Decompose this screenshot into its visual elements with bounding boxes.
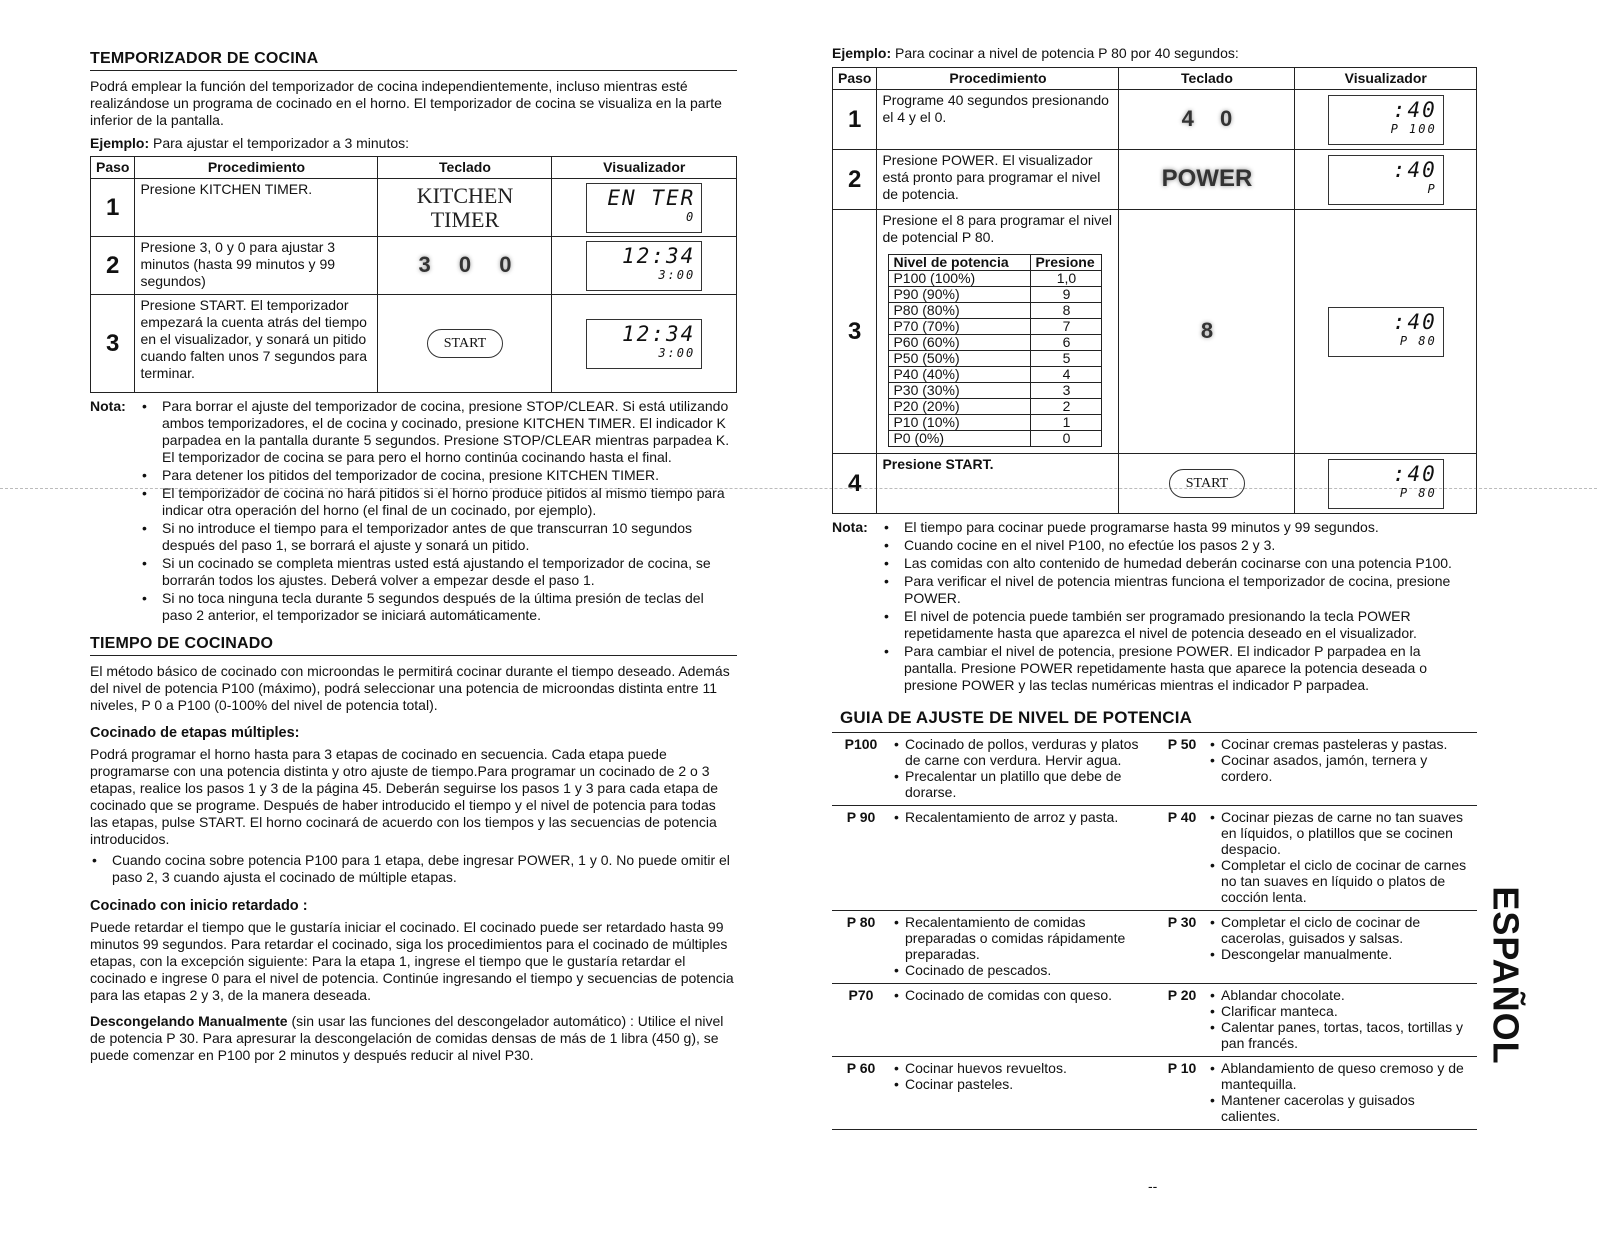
level-name: P0 (0%) bbox=[889, 431, 1031, 447]
start-key bbox=[1119, 454, 1295, 514]
left-column bbox=[90, 0, 737, 1068]
cooking-intro: El método básico de cocinado con microondas le permitirá cocinar durante el tiempo deseado. Además del nivel de potencia P100 (máximo), podrá seleccionar una potencia de microondas distinta entre 11 niveles, P 0 a P100 (0-100% del nivel de potencia total). bbox=[90, 663, 730, 713]
note-label: Nota: bbox=[90, 398, 126, 414]
uses-list bbox=[893, 736, 1155, 800]
level-key: 3 bbox=[1031, 383, 1102, 399]
note-item: • Cuando cocine en el nivel P100, no efectúe los pasos 2 y 3. bbox=[882, 537, 1477, 554]
display-cell bbox=[552, 179, 737, 237]
power-guide-table bbox=[832, 732, 1477, 1130]
timer-intro: Podrá emplear la función del temporizador de cocina independientemente, incluso mientras esté realizándose un programa de cocinado en el horno. El temporizador de cocina se visualiza en la parte inferior de la pantalla. bbox=[90, 78, 722, 128]
col-header-step: Paso bbox=[91, 157, 135, 179]
uses-list bbox=[893, 914, 1155, 978]
guide-level: P 80 bbox=[846, 914, 876, 930]
step-procedure: Programe 40 segundos presionando el 4 y el 0. bbox=[877, 90, 1119, 150]
level-row bbox=[889, 335, 1102, 351]
level-name: P90 (90%) bbox=[889, 287, 1031, 303]
delay-text: Puede retardar el tiempo que le gustaría iniciar el cocinado. El cocinado puede ser retardado hasta 99 minutos 99 segundos. Para retardar el cocinado, siga los procedimientos para el cocinado de múltiples etapas, con la excepción siguiente: Para la etapa 1, ingrese el tiempo que le gustaría retardar el cocinado e ingrese 0 para el nivel de potencia. Continúe ingresando el tiempo y secuencias de potencia para las etapas 2 y 3, de la manera deseada. bbox=[90, 919, 734, 1003]
use-item: • Cocinar pasteles. bbox=[893, 1076, 1155, 1092]
level-name: P20 (20%) bbox=[889, 399, 1031, 415]
level-key: 0 bbox=[1031, 431, 1102, 447]
lcd-display bbox=[1328, 95, 1444, 145]
table-row bbox=[833, 454, 1477, 514]
step-procedure: Presione KITCHEN TIMER. bbox=[135, 179, 378, 237]
guide-uses bbox=[1206, 1057, 1477, 1130]
uses-list bbox=[1209, 987, 1474, 1051]
lcd-line2: 0 bbox=[686, 209, 696, 224]
key-label: 4 0 bbox=[1181, 105, 1233, 131]
guide-uses bbox=[890, 984, 1158, 1057]
col-header-keypad: Teclado bbox=[378, 157, 552, 179]
level-key: 1,0 bbox=[1031, 271, 1102, 287]
use-item: • Completar el ciclo de cocinar de cacerolas, guisados y salsas. bbox=[1209, 914, 1474, 946]
table-row bbox=[833, 90, 1477, 150]
step-number: 4 bbox=[833, 454, 877, 514]
lcd-line1: 12:34 bbox=[622, 243, 696, 268]
timer-section-title: TEMPORIZADOR DE COCINA bbox=[90, 50, 737, 71]
step-procedure-text: Presione el 8 para programar el nivel de potencial P 80. bbox=[882, 212, 1113, 245]
level-key: 5 bbox=[1031, 351, 1102, 367]
col-header-keypad: Teclado bbox=[1119, 68, 1295, 90]
use-item: • Ablandamiento de queso cremoso y de mantequilla. bbox=[1209, 1060, 1474, 1092]
example-text: Para ajustar el temporizador a 3 minutos: bbox=[153, 135, 410, 151]
level-name: P10 (10%) bbox=[889, 415, 1031, 431]
key-label: 3 0 0 bbox=[418, 251, 512, 277]
guide-level: P 30 bbox=[1167, 914, 1197, 930]
note-item: • Si no toca ninguna tecla durante 5 segundos después de la última presión de teclas del paso 2 anterior, el temporizador se iniciará automáticamente. bbox=[140, 590, 737, 624]
lcd-line2: P bbox=[1427, 181, 1437, 196]
guide-uses bbox=[1206, 733, 1477, 806]
guide-level: P 60 bbox=[846, 1060, 876, 1076]
lcd-display bbox=[586, 183, 702, 233]
uses-list bbox=[1209, 736, 1474, 784]
uses-list bbox=[893, 1060, 1155, 1092]
guide-uses bbox=[1206, 911, 1477, 984]
lcd-display bbox=[1328, 459, 1444, 509]
guide-title: GUIA DE AJUSTE DE NIVEL DE POTENCIA bbox=[840, 708, 1193, 727]
display-cell bbox=[552, 237, 737, 295]
level-name: P60 (60%) bbox=[889, 335, 1031, 351]
uses-list bbox=[893, 987, 1155, 1003]
guide-level: P 90 bbox=[846, 809, 876, 825]
guide-uses bbox=[890, 806, 1158, 911]
step-procedure: Presione 3, 0 y 0 para ajustar 3 minutos (hasta 99 minutos y 99 segundos) bbox=[135, 237, 378, 295]
timer-example bbox=[90, 135, 737, 152]
note-item: • Para cambiar el nivel de potencia, presione POWER. El indicador P parpadea en la pantalla. Presione POWER repetidamente hasta que aparece la potencia deseada o presione POWER y las teclas numéricas mientras el indicador P parpadea. bbox=[882, 643, 1477, 694]
note-item: • Si un cocinado se completa mientras usted está ajustando el temporizador de cocina, se borrarán todos los ajustes. Deberá volver a empezar desde el paso 1. bbox=[140, 555, 737, 589]
guide-uses bbox=[890, 911, 1158, 984]
note-item: • Para borrar el ajuste del temporizador de cocina, presione STOP/CLEAR. Si está utilizando ambos temporizadores, el de cocina y cocinado, presione KITCHEN TIMER. El indicador K parpadea en la pantalla durante 5 segundos. Presione STOP/CLEAR mientras parpadea K. El temporizador de cocina se para pero el horno continúa cocinando hasta el final. bbox=[140, 398, 737, 466]
level-key: 1 bbox=[1031, 415, 1102, 431]
level-row bbox=[889, 415, 1102, 431]
note-item: • Para verificar el nivel de potencia mientras funciona el temporizador de cocina, presione POWER. bbox=[882, 573, 1477, 607]
step-number: 2 bbox=[833, 150, 877, 210]
level-key: 8 bbox=[1031, 303, 1102, 319]
step-number: 3 bbox=[833, 210, 877, 454]
note-item: • El temporizador de cocina no hará pitidos si el horno produce pitidos al mismo tiempo para indicar otra operación del horno (el final de un cocinado, por ejemplo). bbox=[140, 485, 737, 519]
key-label: KITCHEN TIMER bbox=[416, 182, 514, 232]
start-key bbox=[378, 295, 552, 393]
level-key: 4 bbox=[1031, 367, 1102, 383]
col-header-display: Visualizador bbox=[552, 157, 737, 179]
step-procedure: Presione POWER. El visualizador está pronto para programar el nivel de potencia. bbox=[877, 150, 1119, 210]
step-procedure: Presione START. bbox=[877, 454, 1119, 514]
uses-list bbox=[1209, 1060, 1474, 1124]
use-item: • Calentar panes, tortas, tacos, tortillas y pan francés. bbox=[1209, 1019, 1474, 1051]
level-key: 9 bbox=[1031, 287, 1102, 303]
level-row bbox=[889, 271, 1102, 287]
example-label: Ejemplo: bbox=[90, 135, 150, 151]
kitchen-timer-key bbox=[378, 179, 552, 237]
col-header-procedure: Procedimiento bbox=[877, 68, 1119, 90]
uses-list bbox=[1209, 809, 1474, 905]
display-cell bbox=[1295, 150, 1477, 210]
language-label: ESPAÑOL bbox=[1485, 886, 1527, 1065]
lcd-line1: :40 bbox=[1392, 157, 1437, 182]
level-header: Nivel de potencia bbox=[889, 255, 1031, 271]
note-item: • El nivel de potencia puede también ser programado presionando la tecla POWER repetidamente hasta que aparezca el nivel de potencia deseado en el visualizador. bbox=[882, 608, 1477, 642]
guide-row bbox=[832, 733, 1477, 806]
right-column bbox=[832, 0, 1477, 1130]
lcd-line2: P 80 bbox=[1399, 485, 1437, 500]
key-label: START bbox=[427, 329, 503, 358]
bullet-item: • Cuando cocina sobre potencia P100 para 1 etapa, debe ingresar POWER, 1 y 0. No puede omitir el paso 2, 3 cuando ajusta el cocinado de múltiple etapas. bbox=[90, 852, 737, 886]
timer-notes bbox=[90, 398, 737, 625]
col-header-display: Visualizador bbox=[1295, 68, 1477, 90]
level-row bbox=[889, 303, 1102, 319]
guide-uses bbox=[1206, 984, 1477, 1057]
use-item: • Mantener cacerolas y guisados calientes. bbox=[1209, 1092, 1474, 1124]
key-label: 8 bbox=[1200, 317, 1214, 343]
step-procedure: Presione START. El temporizador empezará la cuenta atrás del tiempo en el visualizador, y sonará un pitido cuando falten unos 7 segundos para terminar. bbox=[135, 295, 378, 393]
lcd-display bbox=[586, 241, 702, 291]
lcd-line2: 3:00 bbox=[658, 267, 696, 282]
power-notes bbox=[832, 519, 1477, 695]
table-row bbox=[833, 210, 1477, 454]
lcd-line1: EN TER bbox=[607, 185, 696, 210]
guide-level: P100 bbox=[844, 736, 878, 752]
guide-level: P 40 bbox=[1167, 809, 1197, 825]
guide-uses bbox=[890, 733, 1158, 806]
step-number: 1 bbox=[91, 179, 135, 237]
lcd-line2: P 100 bbox=[1390, 121, 1437, 136]
table-row bbox=[833, 150, 1477, 210]
guide-level: P 50 bbox=[1167, 736, 1197, 752]
use-item: • Cocinado de comidas con queso. bbox=[893, 987, 1155, 1003]
level-name: P70 (70%) bbox=[889, 319, 1031, 335]
level-key: 2 bbox=[1031, 399, 1102, 415]
use-item: • Cocinar piezas de carne no tan suaves en líquidos, o platillos que se cocinen despacio. bbox=[1209, 809, 1474, 857]
level-name: P40 (40%) bbox=[889, 367, 1031, 383]
level-row bbox=[889, 383, 1102, 399]
guide-uses bbox=[1206, 806, 1477, 911]
guide-level: P 20 bbox=[1167, 987, 1197, 1003]
defrost-paragraph bbox=[90, 1013, 737, 1064]
lcd-display bbox=[1328, 307, 1444, 357]
use-item: • Descongelar manualmente. bbox=[1209, 946, 1474, 962]
step-number: 1 bbox=[833, 90, 877, 150]
uses-list bbox=[893, 809, 1155, 825]
level-row bbox=[889, 351, 1102, 367]
use-item: • Precalentar un platillo que debe de dorarse. bbox=[893, 768, 1155, 800]
level-name: P50 (50%) bbox=[889, 351, 1031, 367]
level-name: P100 (100%) bbox=[889, 271, 1031, 287]
key-label: POWER bbox=[1161, 164, 1253, 192]
guide-row bbox=[832, 1057, 1477, 1130]
multi-stage-text: Podrá programar el horno hasta para 3 etapas de cocinado en secuencia. Cada etapa puede programarse con una potencia distinta y otro ajuste de tiempo.Para programar un cocinado de 2 o 3 etapas, realice los pasos 1 y 3 de la página 45. Deberán seguirse los pasos 1 y 3 para cada etapa de cocinado que se programe. Después de haber introducido el tiempo y el nivel de potencia para todas las etapas, pulse START. El horno cocinará de acuerdo con los tiempos y las secuencias de potencia introducidos. bbox=[90, 746, 719, 847]
defrost-title: Descongelando Manualmente bbox=[90, 1013, 288, 1029]
step-number: 2 bbox=[91, 237, 135, 295]
step-number: 3 bbox=[91, 295, 135, 393]
delay-title: Cocinado con inicio retardado : bbox=[90, 898, 308, 914]
note-item: • El tiempo para cocinar puede programarse hasta 99 minutos y 99 segundos. bbox=[882, 519, 1477, 536]
lcd-line1: :40 bbox=[1392, 461, 1437, 486]
level-row bbox=[889, 319, 1102, 335]
notes-list bbox=[140, 398, 737, 625]
step-procedure bbox=[877, 210, 1119, 454]
defrost-text: (sin usar las funciones del descongelador automático) : Utilice el nivel de potencia P 30. Para apresurar la descongelación de comidas densas de más de 1 libra (450 g), se puede comenzar en P100 por 2 minutos y después reducir al nivel P30. bbox=[90, 1013, 724, 1063]
power-level-table bbox=[888, 254, 1102, 447]
display-cell bbox=[1295, 454, 1477, 514]
lcd-line2: 3:00 bbox=[658, 345, 696, 360]
lcd-line2: P 80 bbox=[1399, 333, 1437, 348]
press-header: Presione bbox=[1031, 255, 1102, 271]
number-keys bbox=[378, 237, 552, 295]
multi-stage-bullet bbox=[90, 852, 737, 887]
table-row bbox=[91, 237, 737, 295]
use-item: • Recalentamiento de comidas preparadas o comidas rápidamente preparadas. bbox=[893, 914, 1155, 962]
use-item: • Cocinado de pescados. bbox=[893, 962, 1155, 978]
example-label: Ejemplo: bbox=[832, 45, 892, 61]
cooking-section-title: TIEMPO DE COCINADO bbox=[90, 635, 737, 656]
notes-list bbox=[882, 519, 1477, 695]
level-row bbox=[889, 287, 1102, 303]
table-row bbox=[91, 179, 737, 237]
guide-uses bbox=[890, 1057, 1158, 1130]
display-cell bbox=[1295, 210, 1477, 454]
level-name: P80 (80%) bbox=[889, 303, 1031, 319]
timer-steps-table bbox=[90, 156, 737, 393]
lcd-line1: 12:34 bbox=[622, 321, 696, 346]
col-header-procedure: Procedimiento bbox=[135, 157, 378, 179]
number-keys bbox=[1119, 90, 1295, 150]
level-row bbox=[889, 431, 1102, 447]
use-item: • Cocinado de pollos, verduras y platos de carne con verdura. Hervir agua. bbox=[893, 736, 1155, 768]
multi-stage-title: Cocinado de etapas múltiples: bbox=[90, 725, 300, 741]
note-item: • Para detener los pitidos del temporizador de cocina, presione KITCHEN TIMER. bbox=[140, 467, 737, 484]
power-key bbox=[1119, 150, 1295, 210]
use-item: • Cocinar asados, jamón, ternera y cordero. bbox=[1209, 752, 1474, 784]
power-steps-table bbox=[832, 67, 1477, 514]
uses-list bbox=[1209, 914, 1474, 962]
table-row bbox=[91, 295, 737, 393]
guide-level: P70 bbox=[848, 987, 874, 1003]
col-header-step: Paso bbox=[833, 68, 877, 90]
guide-level: P 10 bbox=[1167, 1060, 1197, 1076]
guide-row bbox=[832, 806, 1477, 911]
note-label: Nota: bbox=[832, 519, 868, 535]
example-text: Para cocinar a nivel de potencia P 80 por 40 segundos: bbox=[895, 45, 1239, 61]
guide-row bbox=[832, 911, 1477, 984]
use-item: • Recalentamiento de arroz y pasta. bbox=[893, 809, 1155, 825]
key-label: START bbox=[1169, 469, 1245, 498]
note-item: • Las comidas con alto contenido de humedad deberán cocinarse con una potencia P100. bbox=[882, 555, 1477, 572]
guide-row bbox=[832, 984, 1477, 1057]
lcd-display bbox=[586, 319, 702, 369]
level-key: 7 bbox=[1031, 319, 1102, 335]
number-key-8 bbox=[1119, 210, 1295, 454]
use-item: • Cocinar cremas pasteleras y pastas. bbox=[1209, 736, 1474, 752]
note-item: • Si no introduce el tiempo para el temporizador antes de que transcurran 10 segundos después del paso 1, se borrará el ajuste y sonará un pitido. bbox=[140, 520, 737, 554]
level-key: 6 bbox=[1031, 335, 1102, 351]
use-item: • Completar el ciclo de cocinar de carnes no tan suaves en líquido o platos de cocción lenta. bbox=[1209, 857, 1474, 905]
power-example bbox=[832, 45, 1477, 62]
lcd-line1: :40 bbox=[1392, 97, 1437, 122]
level-row bbox=[889, 367, 1102, 383]
bullet-list bbox=[90, 852, 737, 887]
language-side-tab bbox=[1486, 872, 1526, 1100]
page-mark: -- bbox=[1148, 1178, 1158, 1194]
use-item: • Cocinar huevos revueltos. bbox=[893, 1060, 1155, 1076]
level-row bbox=[889, 399, 1102, 415]
lcd-line1: :40 bbox=[1392, 309, 1437, 334]
use-item: • Ablandar chocolate. bbox=[1209, 987, 1474, 1003]
display-cell bbox=[1295, 90, 1477, 150]
lcd-display bbox=[1328, 155, 1444, 205]
use-item: • Clarificar manteca. bbox=[1209, 1003, 1474, 1019]
display-cell bbox=[552, 295, 737, 393]
level-name: P30 (30%) bbox=[889, 383, 1031, 399]
